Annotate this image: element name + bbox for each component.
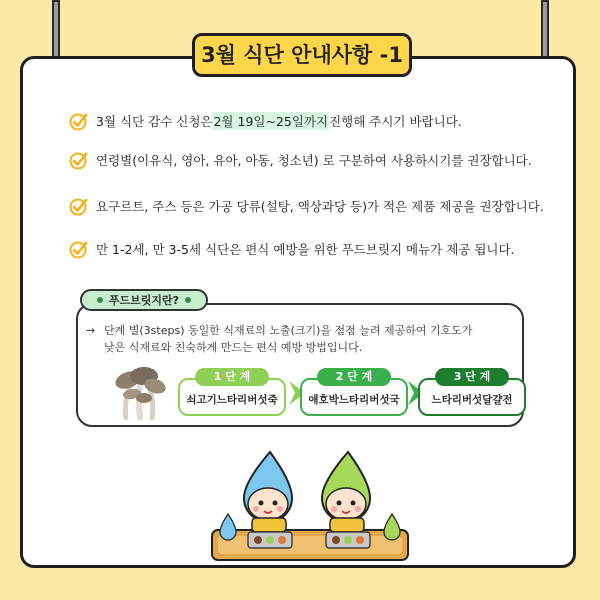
desc-line-1: 단계 별(3steps) 동일한 식재료의 노출(크기)을 점점 늘려 제공하여 기호도가 [104, 324, 473, 337]
dot-icon [185, 297, 191, 303]
step-1-label: 1 단 계 [195, 368, 269, 386]
notice-text: 만 1-2세, 만 3-5세 식단은 편식 예방을 위한 푸드브릿지 메뉴가 제공 됩니다. [96, 242, 515, 257]
notice-text: 요구르트, 주스 등은 가공 당류(설탕, 액상과당 등)가 적은 제품 제공을 권장합니다. [96, 199, 544, 214]
notice-text-pre: 3월 식단 감수 신청은 [96, 114, 213, 129]
kids-eating-illustration [208, 448, 412, 568]
check-icon [68, 239, 88, 259]
step-3 [418, 368, 526, 418]
notice-text: 연령별(이유식, 영아, 유아, 아동, 청소년) 로 구분하여 사용하시기를 권장합니다. [96, 153, 532, 168]
foodbridge-pill-label: 푸드브릿지란? [108, 294, 180, 307]
page-title: 3월 식단 안내사항 -1 [192, 33, 412, 77]
dot-icon [97, 297, 103, 303]
step-2-label: 2 단 계 [317, 368, 391, 386]
mushroom-illustration [110, 360, 170, 420]
step-2-menu: 애호박느타리버섯국 [300, 378, 408, 416]
check-icon [68, 111, 88, 131]
step-3-menu: 느타리버섯달걀전 [418, 378, 526, 416]
notice-item-2 [68, 149, 532, 171]
notice-highlight-date: 2월 19일~25일까지 [213, 114, 329, 129]
notice-text-post: 진행해 주시기 바랍니다. [329, 114, 462, 129]
notice-item-3 [68, 195, 544, 217]
notice-item-1 [68, 110, 462, 132]
notice-item-4 [68, 238, 515, 260]
desc-line-2: 낮은 식재료와 친숙하게 만드는 편식 예방 방법입니다. [104, 341, 363, 354]
foodbridge-description [86, 322, 516, 356]
step-1 [178, 368, 286, 418]
step-2 [300, 368, 408, 418]
check-icon [68, 150, 88, 170]
foodbridge-pill [80, 289, 208, 311]
step-3-label: 3 단 계 [435, 368, 509, 386]
arrow-icon: → [86, 324, 96, 337]
check-icon [68, 196, 88, 216]
step-1-menu: 쇠고기느타리버섯죽 [178, 378, 286, 416]
